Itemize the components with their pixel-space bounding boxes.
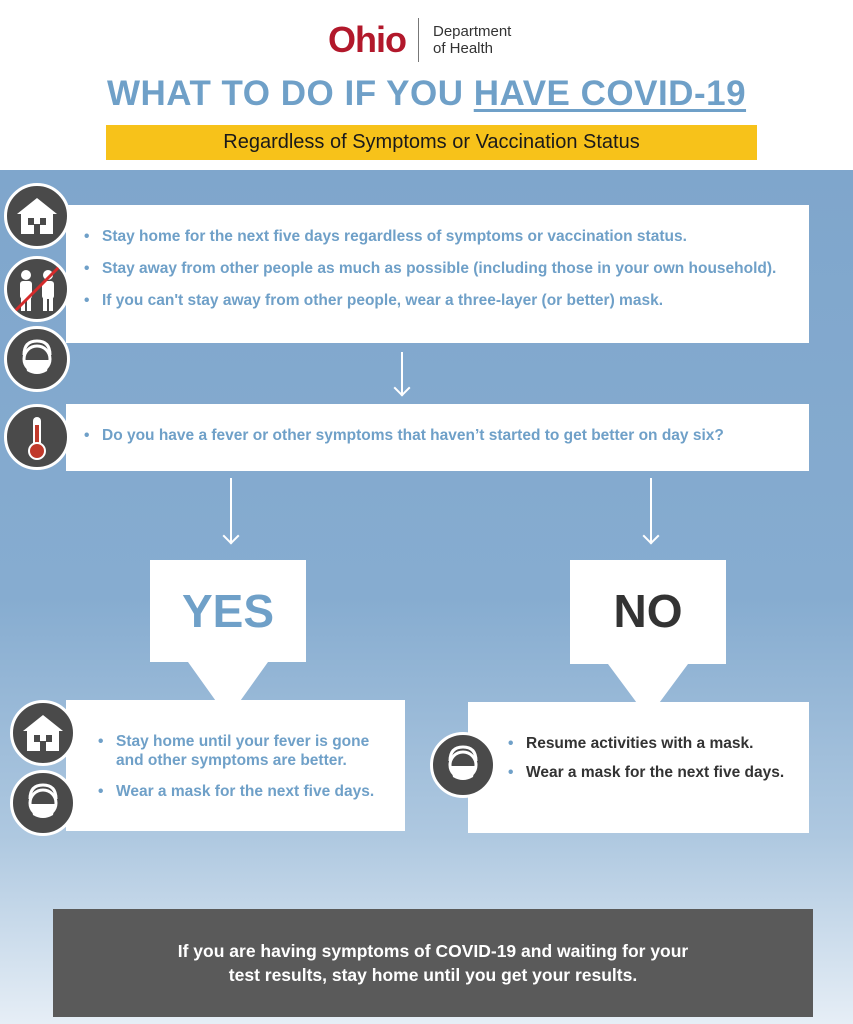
no-bullet-wear-mask: • Wear a mask for the next five days. (504, 763, 797, 782)
question-text: • Do you have a fever or other symptoms that haven’t started to get better on day six? (80, 426, 791, 446)
step1-bullet-stay-home: • Stay home for the next five days regardless of symptoms or vaccination status. (80, 227, 791, 247)
question-bullet-list (80, 426, 791, 446)
ohio-logo-wordmark (328, 19, 406, 61)
subtitle-banner (106, 125, 757, 160)
no-bullet-resume-activities: • Resume activities with a mask. (504, 734, 797, 753)
yes-bullet-list (94, 732, 393, 801)
house-icon (4, 183, 70, 249)
no-mask-face-icon (430, 732, 496, 798)
step1-bullet-stay-away: • Stay away from other people as much as possible (including those in your own household). (80, 259, 791, 279)
yes-bullet-wear-mask: • Wear a mask for the next five days. (94, 782, 393, 801)
yes-mask-face-icon (10, 770, 76, 836)
question-box (66, 404, 809, 471)
logo-department-line1: Department (432, 23, 512, 40)
no-answer-arrow (570, 560, 726, 720)
logo-department-text (433, 23, 511, 57)
yes-bullet-stay-home: • Stay home until your fever is gone and other symptoms are better. (94, 732, 393, 770)
yes-answer-arrow (150, 560, 306, 720)
page-title (0, 74, 853, 114)
thermometer-icon (4, 404, 70, 470)
social-distance-icon (4, 256, 70, 322)
yes-label: YES (181, 585, 275, 637)
subtitle-text: Regardless of Symptoms or Vaccination Status (223, 131, 640, 153)
step1-bullet-wear-mask: • If you can't stay away from other people, wear a three-layer (or better) mask. (80, 291, 791, 311)
logo-brand-text: Ohio (328, 19, 406, 60)
no-bullet-list (504, 734, 797, 782)
footer-text: If you are having symptoms of COVID-19 and waiting for your test results, stay home until you get your results. (177, 941, 689, 985)
footer-note (53, 909, 813, 1017)
logo-divider (418, 18, 419, 62)
no-instructions-box (468, 702, 809, 833)
logo-department-line2: of Health (432, 40, 494, 57)
ohio-department-of-health-logo (328, 14, 511, 66)
mask-face-icon (4, 326, 70, 392)
step1-bullet-list (80, 227, 791, 311)
step1-instructions-box (66, 205, 809, 343)
header (0, 0, 853, 172)
yes-house-icon (10, 700, 76, 766)
no-label: NO (613, 585, 683, 637)
title-part1: WHAT TO DO IF YOU (106, 74, 474, 113)
yes-instructions-box (66, 700, 405, 831)
title-part2-underlined: HAVE COVID-19 (473, 74, 747, 113)
